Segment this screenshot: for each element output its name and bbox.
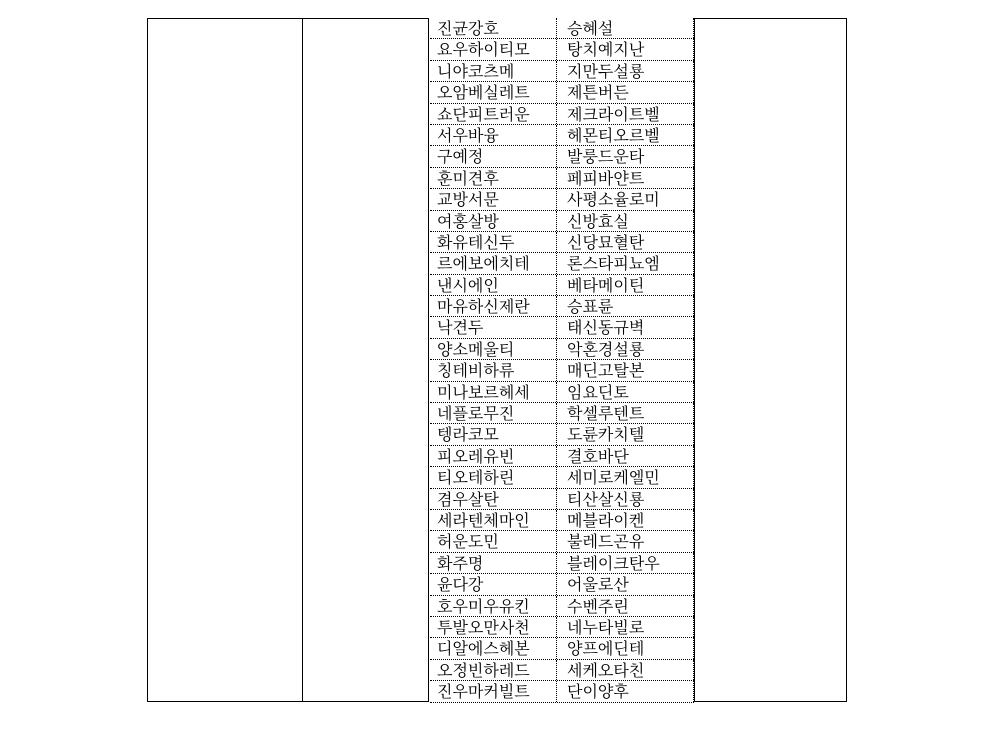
table-cell-right: 론스타피뇨엠 (557, 253, 694, 273)
table-cell-left: 니야코츠메 (430, 61, 557, 81)
table-cell-right: 페피바얀트 (557, 168, 694, 188)
table-row (430, 39, 694, 60)
table-cell-right: 제튼버든 (557, 82, 694, 102)
table-cell-left: 디알에스헤본 (430, 638, 557, 658)
table-cell-right: 단이양후 (557, 681, 694, 701)
table-cell-left: 윤다강 (430, 574, 557, 594)
table-row (430, 467, 694, 488)
table-cell-left: 세라텐체마인 (430, 510, 557, 530)
table-cell-left: 허운도민 (430, 531, 557, 551)
table-row (430, 189, 694, 210)
table-cell-right: 임요딘토 (557, 382, 694, 402)
table-row (430, 596, 694, 617)
table-cell-left: 오암베실레트 (430, 82, 557, 102)
table-cell-right: 결호바단 (557, 446, 694, 466)
name-table (430, 18, 694, 703)
table-row (430, 146, 694, 167)
table-row (430, 424, 694, 445)
table-row (430, 403, 694, 424)
table-row (430, 18, 694, 39)
table-cell-right: 도륜카치텔 (557, 424, 694, 444)
table-row (430, 339, 694, 360)
table-cell-left: 르에보에치테 (430, 253, 557, 273)
table-cell-left: 미나보르헤세 (430, 382, 557, 402)
table-cell-left: 양소메울티 (430, 339, 557, 359)
table-cell-right: 악혼경설룡 (557, 339, 694, 359)
table-row (430, 253, 694, 274)
table-cell-left: 요우하이티모 (430, 39, 557, 59)
table-cell-right: 제크라이트벨 (557, 104, 694, 124)
table-cell-right: 양프에딘테 (557, 638, 694, 658)
table-cell-left: 호우미우유킨 (430, 596, 557, 616)
table-cell-right: 세케오타친 (557, 660, 694, 680)
table-row (430, 275, 694, 296)
table-row (430, 553, 694, 574)
table-cell-left: 마유하신제란 (430, 296, 557, 316)
table-cell-right: 블레이크탄우 (557, 553, 694, 573)
table-cell-right: 승표륜 (557, 296, 694, 316)
table-cell-right: 매딘고탈본 (557, 360, 694, 380)
table-cell-left: 텡라코모 (430, 424, 557, 444)
table-cell-left: 구예정 (430, 146, 557, 166)
table-cell-left: 진우마커빌트 (430, 681, 557, 701)
table-cell-right: 네누타빌로 (557, 617, 694, 637)
table-row (430, 531, 694, 552)
table-cell-left: 서우바융 (430, 125, 557, 145)
table-cell-left: 오정빈하레드 (430, 660, 557, 680)
table-cell-right: 수벤주린 (557, 596, 694, 616)
table-cell-right: 탕치예지난 (557, 39, 694, 59)
table-row (430, 681, 694, 702)
table-row (430, 382, 694, 403)
table-row (430, 489, 694, 510)
table-cell-left: 낸시에인 (430, 275, 557, 295)
table-cell-left: 네플로무진 (430, 403, 557, 423)
table-cell-right: 티산살신룡 (557, 489, 694, 509)
table-cell-right: 학셀루텐트 (557, 403, 694, 423)
table-cell-right: 어울로산 (557, 574, 694, 594)
table-cell-left: 훈미견후 (430, 168, 557, 188)
table-cell-left: 진균강호 (430, 18, 557, 38)
table-row (430, 446, 694, 467)
empty-column-d (694, 18, 847, 702)
table-row (430, 660, 694, 681)
table-cell-left: 교방서문 (430, 189, 557, 209)
table-row (430, 168, 694, 189)
table-row (430, 510, 694, 531)
table-row (430, 232, 694, 253)
table-cell-right: 지만두설룡 (557, 61, 694, 81)
table-cell-right: 승혜설 (557, 18, 694, 38)
table-row (430, 104, 694, 125)
table-cell-left: 칭테비하류 (430, 360, 557, 380)
table-cell-left: 화주명 (430, 553, 557, 573)
table-row (430, 574, 694, 595)
table-row (430, 296, 694, 317)
table-row (430, 211, 694, 232)
empty-column-b (302, 18, 429, 702)
table-row (430, 617, 694, 638)
table-row (430, 61, 694, 82)
table-cell-right: 베타메이틴 (557, 275, 694, 295)
table-cell-right: 메블라이켄 (557, 510, 694, 530)
table-cell-left: 여홍살방 (430, 211, 557, 231)
table-row (430, 360, 694, 381)
table-cell-left: 낙견두 (430, 317, 557, 337)
table-cell-right: 발룽드운타 (557, 146, 694, 166)
table-cell-left: 화유테신두 (430, 232, 557, 252)
empty-column-a (147, 18, 303, 702)
table-row (430, 125, 694, 146)
table-cell-right: 불레드곤유 (557, 531, 694, 551)
table-cell-left: 겸우살탄 (430, 489, 557, 509)
table-cell-right: 태신동규벽 (557, 317, 694, 337)
table-cell-left: 피오레유빈 (430, 446, 557, 466)
table-cell-right: 세미로케엘민 (557, 467, 694, 487)
table-cell-right: 신방효실 (557, 211, 694, 231)
table-cell-right: 신당묘혈탄 (557, 232, 694, 252)
table-row (430, 82, 694, 103)
table-row (430, 317, 694, 338)
table-cell-left: 투발오만사천 (430, 617, 557, 637)
table-cell-right: 사평소율로미 (557, 189, 694, 209)
table-cell-left: 쇼단피트러운 (430, 104, 557, 124)
table-cell-right: 헤몬티오르벨 (557, 125, 694, 145)
document-sheet (147, 18, 847, 704)
table-cell-left: 티오테하린 (430, 467, 557, 487)
table-row (430, 638, 694, 659)
